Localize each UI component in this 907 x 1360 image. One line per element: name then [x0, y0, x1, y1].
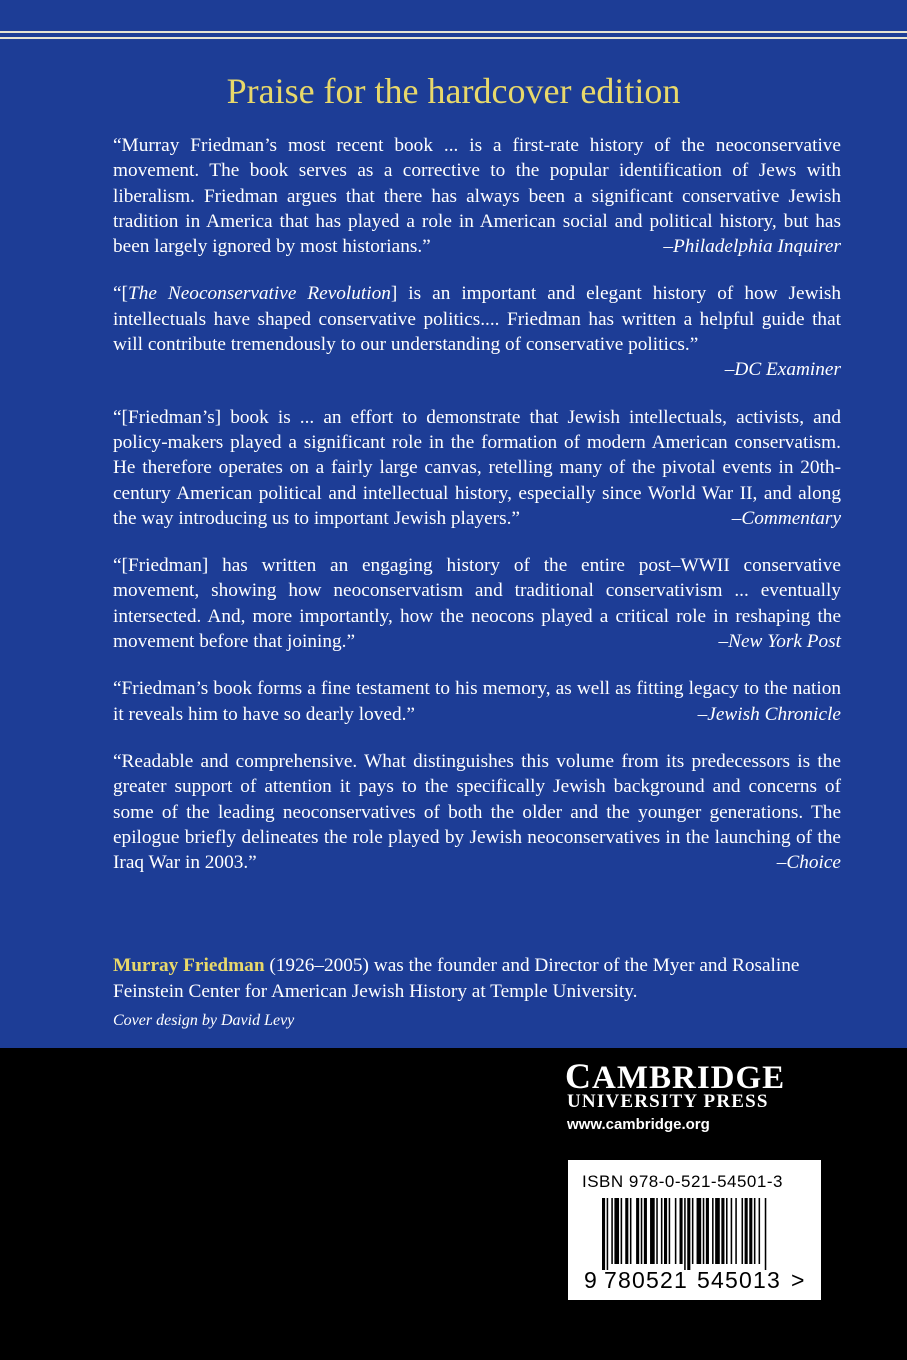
review-open-bracket: “[ [113, 283, 128, 305]
barcode-bars [602, 1198, 766, 1270]
barcode-digits-left: 780521 [604, 1267, 688, 1293]
barcode-bar [715, 1198, 720, 1264]
barcode-arrow: > [791, 1267, 805, 1293]
barcode-bar [697, 1198, 702, 1264]
barcode-bar [680, 1198, 683, 1264]
barcode-bar [692, 1198, 694, 1264]
barcode-bar [731, 1198, 733, 1264]
barcode-bar [759, 1198, 761, 1264]
barcode-digit-first: 9 [584, 1267, 597, 1293]
barcode-bar [650, 1198, 655, 1264]
review-text: “Friedman’s book forms a fine testament to his memory, as well as fitting legacy to the nation it reveals him to have so dearly loved.” [113, 678, 841, 725]
barcode-bar [735, 1198, 737, 1264]
barcode-bar [721, 1198, 724, 1264]
publisher-subtitle: UNIVERSITY PRESS [567, 1091, 769, 1112]
barcode-bar [664, 1198, 667, 1264]
review-text: “Murray Friedman’s most recent book ... is a first-rate history of the neoconservative movement. The book serves as a corrective to the popular identification of Jews with liberalism. Friedman argues that there has always been a significant conservative Jewish tradition in America that has played a role in American social and political history, but has been largely ignored by most historians.” [113, 135, 841, 258]
top-rule-line-second [0, 37, 907, 39]
barcode-bar [712, 1198, 714, 1264]
barcode-bar [630, 1198, 632, 1264]
review-text: “[Friedman’s] book is ... an effort to demonstrate that Jewish intellectuals, activists, and policy-makers played a significant role in the formation of modern American conservatism. He therefore operates on a fairly large canvas, retelling many of the pivotal events in 20th-century American political and intellectual history, especially since World War II, and along the way introducing us to important Jewish players.” [113, 406, 841, 529]
barcode-digits-right: 545013 [697, 1267, 781, 1293]
publisher-name-rest: AMBRIDGE [592, 1060, 786, 1096]
review-source: –DC Examiner [724, 359, 841, 381]
barcode-bar [745, 1198, 748, 1264]
review-source: –Choice [776, 852, 841, 874]
review-list [113, 133, 841, 897]
barcode-bar [754, 1198, 756, 1264]
author-name: Murray Friedman [113, 955, 265, 977]
book-title-italic: The Neoconservative Revolution [127, 283, 391, 305]
barcode-bar [621, 1198, 623, 1264]
barcode-bar [611, 1198, 613, 1264]
review-source: –Jewish Chronicle [697, 703, 841, 725]
author-bio [113, 953, 843, 1004]
cover-design-credit: Cover design by David Levy [113, 1012, 295, 1029]
review-text: ] is an important and elegant history of how Jewish intellectuals have shaped conservative politics.... Friedman has written a helpful guide that will contribute tremendously to our understanding of conservative politics.” [113, 283, 841, 356]
review-source: –New York Post [718, 631, 841, 653]
review-quote [113, 405, 841, 531]
barcode-bar [687, 1198, 690, 1270]
barcode-bar [661, 1198, 663, 1264]
praise-heading: Praise for the hardcover edition [226, 71, 681, 111]
review-source: –Commentary [731, 507, 841, 529]
top-rule-line [0, 31, 907, 33]
barcode-bar [607, 1198, 609, 1270]
isbn-label: ISBN 978-0-521-54501-3 [582, 1172, 783, 1191]
publisher-name-initial: C [565, 1056, 592, 1096]
isbn-barcode-box [568, 1160, 821, 1300]
review-quote [113, 749, 841, 875]
barcode-bar [684, 1198, 686, 1270]
publisher-url: www.cambridge.org [567, 1116, 710, 1133]
barcode-bar [625, 1198, 628, 1264]
barcode-bar [614, 1198, 619, 1264]
barcode-bar [749, 1198, 752, 1264]
review-text: “[Friedman] has written an engaging history of the entire post–WWII conservative movement, showing how neoconservatism and traditional conservativism ... eventually intersected. And, more importantly, how the neocons played a critical role in reshaping the movement before that joining.” [113, 555, 841, 653]
barcode-bar [726, 1198, 728, 1264]
review-quote [113, 281, 841, 382]
barcode-bar [602, 1198, 605, 1270]
barcode-bar [765, 1198, 767, 1270]
review-quote [113, 676, 841, 727]
barcode-bar [703, 1198, 705, 1264]
review-quote [113, 133, 841, 259]
review-quote [113, 553, 841, 654]
barcode-bar [669, 1198, 671, 1264]
barcode-bar [641, 1198, 643, 1264]
barcode-bar [742, 1198, 744, 1264]
barcode-bar [644, 1198, 647, 1264]
barcode-bar [675, 1198, 677, 1264]
author-bio-text: (1926–2005) was the founder and Director of the Myer and Rosaline Feinstein Center for American Jewish History at Temple University. [113, 955, 800, 1002]
barcode-bar [706, 1198, 709, 1264]
barcode-graphic [568, 1160, 821, 1300]
barcode-bar [636, 1198, 639, 1264]
review-text: “Readable and comprehensive. What distinguishes this volume from its predecessors is the greater support of attention it pays to the specifically Jewish background and concerns of some of the leading neoconservatives of both the older and the younger generations. The epilogue briefly delineates the role played by Jewish neoconservatives in the launching of the Iraq War in 2003.” [113, 750, 841, 874]
barcode-bar [656, 1198, 658, 1264]
review-source: –Philadelphia Inquirer [663, 236, 841, 258]
